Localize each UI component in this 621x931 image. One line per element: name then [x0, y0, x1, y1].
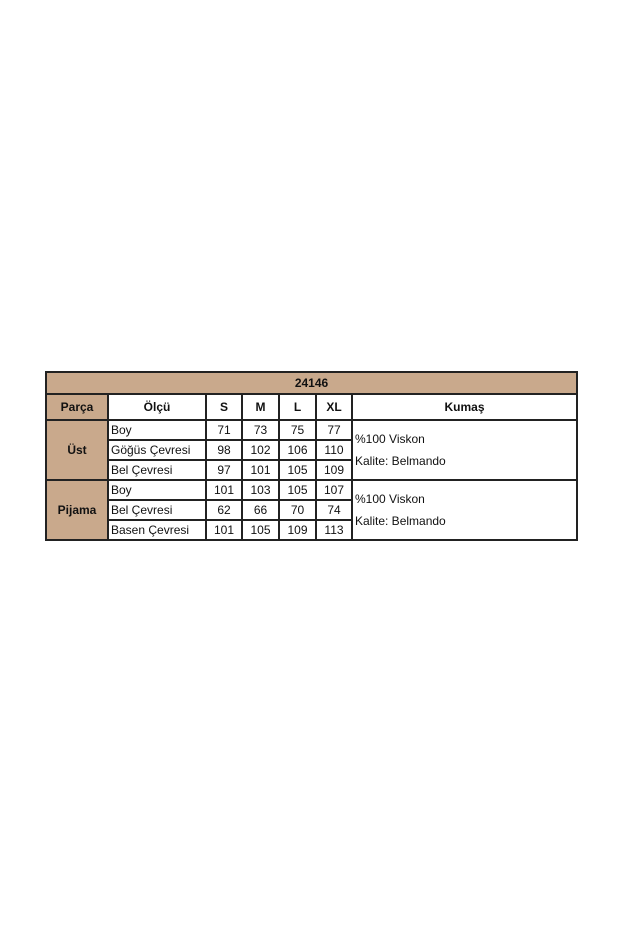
- value-cell: 101: [242, 460, 279, 480]
- measure-cell: Boy: [108, 480, 206, 500]
- value-cell: 74: [316, 500, 352, 520]
- value-cell: 101: [206, 480, 242, 500]
- value-cell: 105: [279, 480, 316, 500]
- header-size-s: S: [206, 394, 242, 420]
- header-part: Parça: [46, 394, 108, 420]
- header-size-m: M: [242, 394, 279, 420]
- measure-cell: Bel Çevresi: [108, 460, 206, 480]
- value-cell: 101: [206, 520, 242, 540]
- fabric-composition: %100 Viskon: [355, 432, 425, 446]
- fabric-composition: %100 Viskon: [355, 492, 425, 506]
- value-cell: 102: [242, 440, 279, 460]
- measure-cell: Bel Çevresi: [108, 500, 206, 520]
- header-measure: Ölçü: [108, 394, 206, 420]
- fabric-quality: Kalite: Belmando: [355, 514, 446, 528]
- measure-cell: Göğüs Çevresi: [108, 440, 206, 460]
- header-row: [46, 394, 577, 420]
- value-cell: 73: [242, 420, 279, 440]
- value-cell: 109: [316, 460, 352, 480]
- fabric-cell-ust: [352, 420, 577, 480]
- part-cell-pijama: Pijama: [46, 480, 108, 540]
- measure-cell: Boy: [108, 420, 206, 440]
- fabric-quality: Kalite: Belmando: [355, 454, 446, 468]
- value-cell: 109: [279, 520, 316, 540]
- value-cell: 75: [279, 420, 316, 440]
- table-row: [46, 420, 577, 440]
- header-fabric: Kumaş: [352, 394, 577, 420]
- value-cell: 110: [316, 440, 352, 460]
- fabric-cell-pijama: [352, 480, 577, 540]
- value-cell: 66: [242, 500, 279, 520]
- value-cell: 105: [279, 460, 316, 480]
- value-cell: 103: [242, 480, 279, 500]
- value-cell: 62: [206, 500, 242, 520]
- size-chart-table: [45, 371, 578, 541]
- value-cell: 71: [206, 420, 242, 440]
- value-cell: 107: [316, 480, 352, 500]
- part-cell-ust: Üst: [46, 420, 108, 480]
- value-cell: 113: [316, 520, 352, 540]
- value-cell: 105: [242, 520, 279, 540]
- product-code: 24146: [46, 372, 577, 394]
- value-cell: 77: [316, 420, 352, 440]
- value-cell: 106: [279, 440, 316, 460]
- measure-cell: Basen Çevresi: [108, 520, 206, 540]
- value-cell: 70: [279, 500, 316, 520]
- header-size-xl: XL: [316, 394, 352, 420]
- value-cell: 97: [206, 460, 242, 480]
- header-size-l: L: [279, 394, 316, 420]
- table-row: [46, 480, 577, 500]
- value-cell: 98: [206, 440, 242, 460]
- title-row: [46, 372, 577, 394]
